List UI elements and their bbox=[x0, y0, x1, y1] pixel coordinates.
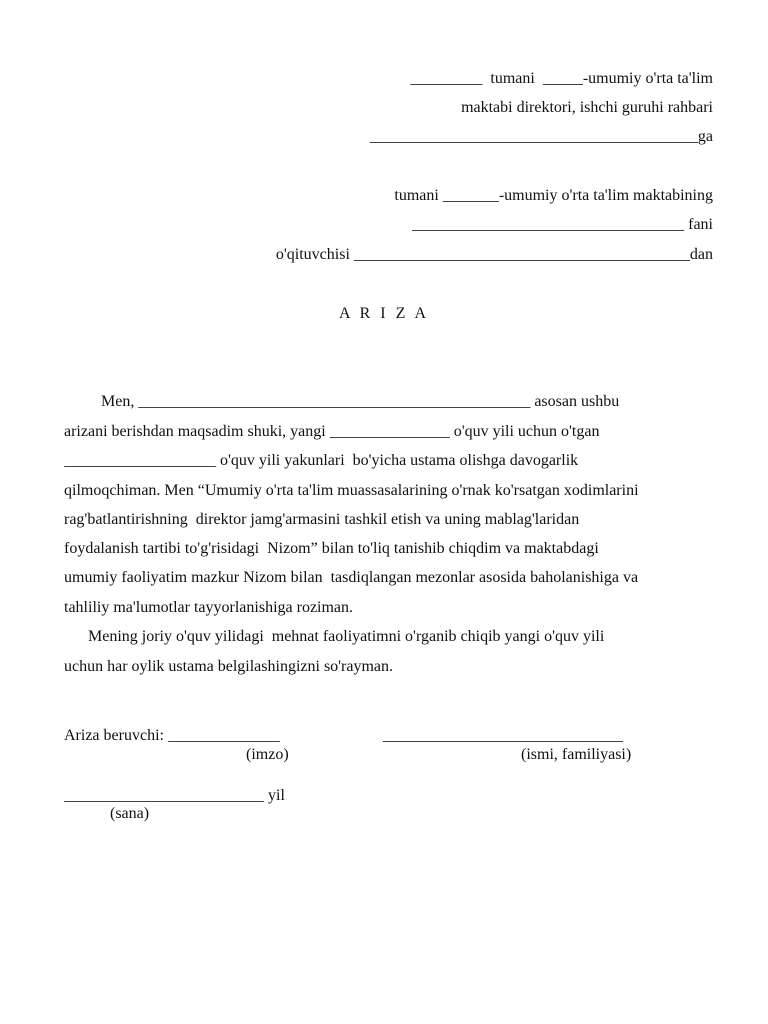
body-line-4: qilmoqchiman. Men “Umumiy o'rta ta'lim muassasalarining o'rnak ko'rsatgan xodimlarini bbox=[64, 482, 639, 499]
applicant-name-line: ______________________________ bbox=[383, 727, 623, 744]
body-line-3: ___________________ o'quv yili yakunlari bo'yicha ustama olishga davogarlik bbox=[64, 452, 579, 469]
header-line-4: tumani _______-umumiy o'rta ta'lim maktabining bbox=[394, 187, 713, 204]
imzo-caption: (imzo) bbox=[246, 746, 289, 763]
body-line-10: uchun har oylik ustama belgilashingizni so'rayman. bbox=[64, 658, 394, 675]
body-line-1: Men, _________________________________________________ asosan ushbu bbox=[101, 393, 620, 410]
body-line-2: arizani berishdan maqsadim shuki, yangi _______________ o'quv yili uchun o'tgan bbox=[64, 423, 600, 440]
ismi-caption: (ismi, familiyasi) bbox=[521, 746, 632, 763]
header-line-2: maktabi direktori, ishchi guruhi rahbari bbox=[461, 99, 713, 116]
date-line: _________________________ yil bbox=[64, 787, 285, 804]
applicant-signature-label: Ariza beruvchi: ______________ bbox=[64, 727, 280, 744]
body-line-7: umumiy faoliyatim mazkur Nizom bilan tasdiqlangan mezonlar asosida baholanishiga va bbox=[64, 569, 639, 586]
header-line-3: _________________________________________ga bbox=[369, 128, 713, 145]
body-line-5: rag'batlantirishning direktor jamg'armasini tashkil etish va uning mablag'laridan bbox=[64, 511, 580, 528]
sana-caption: (sana) bbox=[110, 805, 150, 822]
body-line-6: foydalanish tartibi to'g'risidagi Nizom” bilan to'liq tanishib chiqdim va maktabdagi bbox=[64, 540, 599, 557]
document-title: A R I Z A bbox=[338, 305, 430, 322]
body-line-8: tahliliy ma'lumotlar tayyorlanishiga roziman. bbox=[64, 599, 354, 616]
body-line-9: Mening joriy o'quv yilidagi mehnat faoliyatimni o'rganib chiqib yangi o'quv yili bbox=[88, 628, 605, 645]
header-line-6: o'qituvchisi __________________________________________dan bbox=[275, 246, 713, 263]
header-line-1: _________ tumani _____-umumiy o'rta ta'lim bbox=[410, 70, 713, 87]
header-line-5: __________________________________ fani bbox=[412, 216, 713, 233]
